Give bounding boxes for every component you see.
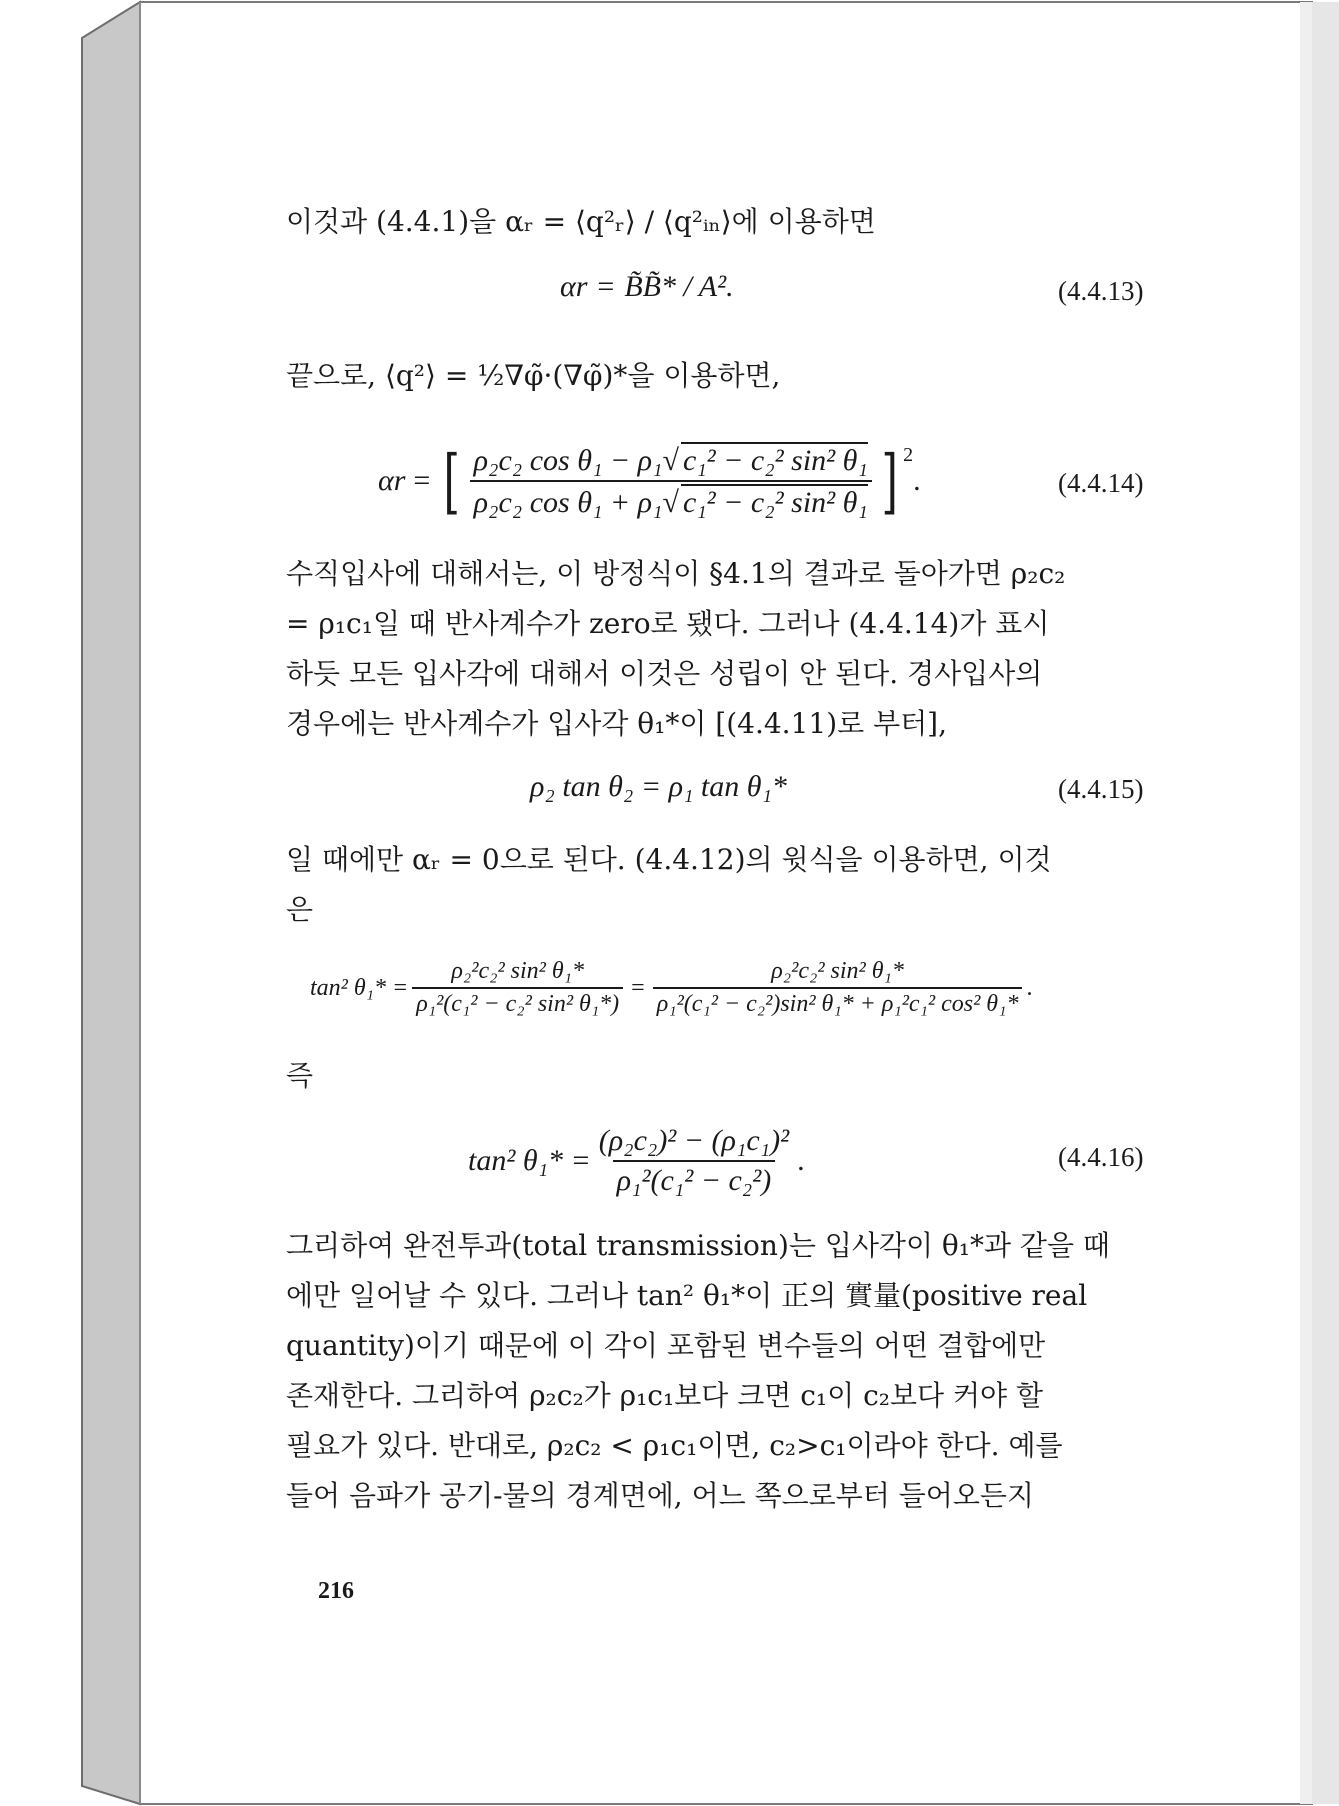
paragraph-3-line-4: 경우에는 반사계수가 입사각 θ₁*이 [(4.4.11)로 부터],: [286, 707, 948, 740]
paragraph-3-line-1: 수직입사에 대해서는, 이 방정식이 §4.1의 결과로 돌아가면 ρ₂c₂: [286, 557, 1066, 590]
paragraph-3-line-2: = ρ₁c₁일 때 반사계수가 zero로 됐다. 그러나 (4.4.14)가 표시: [286, 607, 1050, 640]
paragraph-4-line-1: 일 때에만 αᵣ = 0으로 된다. (4.4.12)의 윗식을 이용하면, 이것: [286, 843, 1052, 876]
paragraph-6-line-2: 에만 일어날 수 있다. 그러나 tan² θ₁*이 正의 實量(positive real: [286, 1279, 1088, 1312]
equation-label-4-4-15: (4.4.15): [1058, 774, 1144, 804]
paragraph-2: [286, 358, 780, 394]
equation-label-4-4-14: (4.4.14): [1058, 468, 1144, 498]
eq13-rhs: B̃B̃* / A².: [624, 270, 734, 303]
eqmid-fraction-1: [412, 958, 623, 1018]
paragraph-5: 즉: [286, 1059, 314, 1092]
book-spine: [82, 2, 140, 1804]
paragraph-6-line-1: 그리하여 완전투과(total transmission)는 입사각이 θ₁*과 같을 때: [286, 1229, 1110, 1262]
eqmid-f2-numerator: ρ₂²c₂² sin² θ₁*: [771, 958, 904, 984]
paragraph-6-line-4: 존재한다. 그리하여 ρ₂c₂가 ρ₁c₁보다 크면 c₁이 c₂보다 커야 할: [286, 1379, 1044, 1412]
eq13-lhs: αr: [560, 270, 588, 303]
page-number: 216: [318, 1578, 354, 1604]
paragraph-6-line-6: 들어 음파가 공기-물의 경계면에, 어느 쪽으로부터 들어오든지: [286, 1479, 1034, 1512]
equation-4-4-14: αr = [ $\frac{\text{ρ₂c₂ cos θ₁ − ρ₁√ c₁² − c₂² sin² θ₁}}{\text{ρ₂c₂ cos θ₁ + ρ₁√ c₁² − c₂² sin² θ₁}}$ ] 2 .: [378, 440, 921, 522]
equation-4-4-15: [530, 770, 787, 804]
paragraph-6-line-3: quantity)이기 때문에 이 각이 포함된 변수들의 어떤 결합에만: [286, 1329, 1046, 1362]
equation-label-4-4-13: (4.4.13): [1058, 276, 1144, 306]
eqmid-fraction-2: [653, 958, 1023, 1018]
eqmid-lhs: tan² θ₁* =: [310, 974, 409, 1001]
eq14-power: 2: [903, 444, 914, 466]
eq16-denominator: ρ₁²(c₁² − c₂²): [613, 1160, 776, 1198]
eq15-text: ρ₂ tan θ₂ = ρ₁ tan θ₁*: [530, 770, 787, 803]
paragraph-4-line-2: 은: [286, 893, 314, 926]
eqmid-f1-numerator: ρ₂²c₂² sin² θ₁*: [451, 958, 584, 984]
page-right-shadow: [1312, 2, 1339, 1804]
eq14-fraction: [470, 442, 872, 520]
eq14-lhs: αr: [378, 464, 406, 497]
eq14-numerator: ρ₂c₂ cos θ₁ − ρ₁√ c₁² − c₂² sin² θ₁: [473, 444, 868, 477]
eq16-fraction: [595, 1124, 793, 1198]
page-right-shadow-inner: [1300, 2, 1312, 1804]
paragraph-3-line-3: 하듯 모든 입사각에 대해서 이것은 성립이 안 된다. 경사입사의: [286, 657, 1043, 690]
eqmid-f1-denominator: ρ₁²(c₁² − c₂² sin² θ₁*): [412, 987, 623, 1018]
eq16-lhs: tan² θ₁* =: [468, 1144, 591, 1177]
paragraph-2-text: 끝으로, ⟨q²⟩ = ½∇φ̃·(∇φ̃)*을 이용하면,: [286, 359, 781, 392]
equation-tan-squared: tan² θ₁* = $\frac{\text{ρ₂²c₂² sin² θ₁*}}{\text{ρ₁²(c₁² − c₂² sin² θ₁*)}}$ = $\frac{\text{ρ₂²c₂² sin² θ₁*}}{\text{ρ₁²(c₁² − c₂²)sin² θ₁* + ρ₁²c₁² cos² θ₁*}}$ .: [310, 958, 1033, 1017]
eq14-denominator: ρ₂c₂ cos θ₁ + ρ₁√ c₁² − c₂² sin² θ₁: [470, 480, 872, 520]
right-bracket: ]: [881, 440, 898, 522]
equation-4-4-16: tan² θ₁* = $\frac{\text{(ρ₂c₂)² − (ρ₁c₁)²}}{\text{ρ₁²(c₁² − c₂²)}}$ .: [468, 1124, 805, 1197]
paragraph-1-text: 이것과 (4.4.1)을 αᵣ = ⟨q²ᵣ⟩ / ⟨q²ᵢₙ⟩에 이용하면: [286, 205, 876, 238]
paragraph-6-line-5: 필요가 있다. 반대로, ρ₂c₂ < ρ₁c₁이면, c₂>c₁이라야 한다. 예를: [286, 1429, 1063, 1462]
eqmid-f2-denominator: ρ₁²(c₁² − c₂²)sin² θ₁* + ρ₁²c₁² cos² θ₁*: [653, 987, 1023, 1018]
equation-4-4-13: αr = B̃B̃* / A².: [560, 270, 734, 303]
paragraph-1: [286, 204, 876, 240]
eq16-numerator: (ρ₂c₂)² − (ρ₁c₁)²: [598, 1124, 790, 1157]
left-bracket: [: [443, 440, 461, 522]
equation-label-4-4-16: (4.4.16): [1058, 1142, 1144, 1172]
